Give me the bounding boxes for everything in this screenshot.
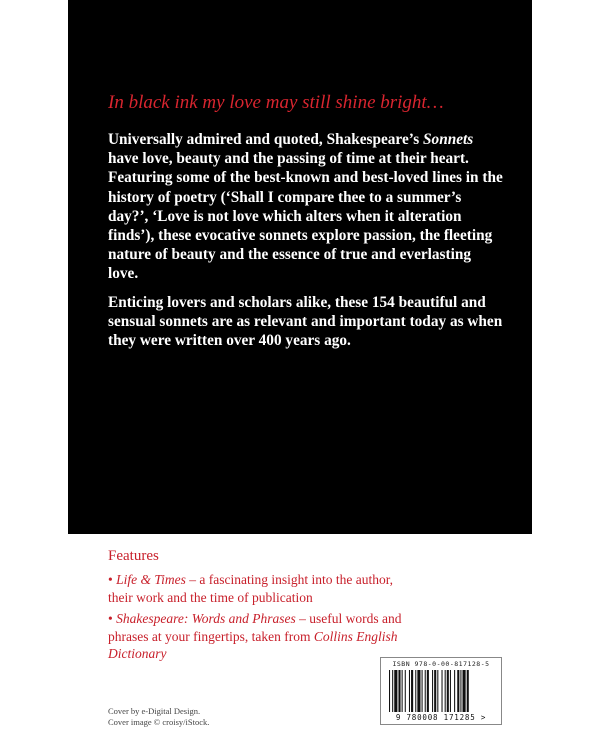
features-section [108,548,408,667]
isbn-label: ISBN 978-0-00-817128-5 [392,660,490,668]
barcode-bar [454,670,455,712]
barcode-bar [392,670,393,712]
barcode-bar [447,670,449,712]
bullet: • [108,572,113,587]
barcode-bar [415,670,416,712]
barcode-bar [417,670,420,712]
tagline: In black ink my love may still shine bright… [108,92,444,113]
isbn-barcode [380,657,502,725]
barcode-bar [437,670,438,712]
description-lead: Universally admired and quoted, Shakespeare’s [108,131,424,148]
barcode-bar [432,670,433,712]
barcode-bar [427,670,429,712]
barcode-bar [460,670,461,712]
barcode-bar [402,670,403,712]
barcode-bar [411,670,413,712]
design-credit: Cover by e-Digital Design. [108,706,201,716]
feature-title: Life & Times [116,572,186,587]
description-body: have love, beauty and the passing of time at their heart. Featuring some of the best-known and best-loved lines in the history of poetry (‘Shall I compare thee to a summer’s day?’, ‘Love is not love which alters when it alteration finds’), these evocative sonnets explore passion, the fleeting nature of beauty and the essence of true and everlasting love. [108,150,503,283]
feature-text: – useful words and phrases at your fingertips, taken from [108,611,402,644]
cover-credits [108,706,209,728]
barcode-bar [434,670,436,712]
barcode-bar [467,670,469,712]
barcode-bar [409,670,410,712]
barcode-bar [394,670,397,712]
feature-title: Shakespeare: Words and Phrases [116,611,296,626]
barcode-bar [405,670,406,712]
bullet: • [108,611,113,626]
feature-item-life-and-times [108,571,408,606]
image-credit: Cover image © croisy/iStock. [108,717,210,727]
barcode-bar [389,670,390,712]
barcode-bars [389,670,493,712]
barcode-bar [422,670,423,712]
description-paragraph-1 [108,130,503,284]
barcode-bar [463,670,466,712]
barcode-bar [442,670,443,712]
barcode-bar [450,670,451,712]
feature-text: – a fascinating insight into the author, their work and the time of publication [108,572,394,605]
barcode-bar [445,670,446,712]
barcode-bar [398,670,400,712]
feature-item-words-and-phrases [108,610,408,663]
description-paragraph-2: Enticing lovers and scholars alike, these 154 beautiful and sensual sonnets are as relevant and important today as when they were written over 400 years ago. [108,294,503,350]
barcode-bar [457,670,459,712]
description-book-title: Sonnets [423,131,474,148]
features-heading: Features [108,548,159,564]
barcode-bar [425,670,426,712]
feature-source: Collins English Dictionary [108,628,398,661]
barcode-digits: 9 780008 171285 > [395,713,487,722]
